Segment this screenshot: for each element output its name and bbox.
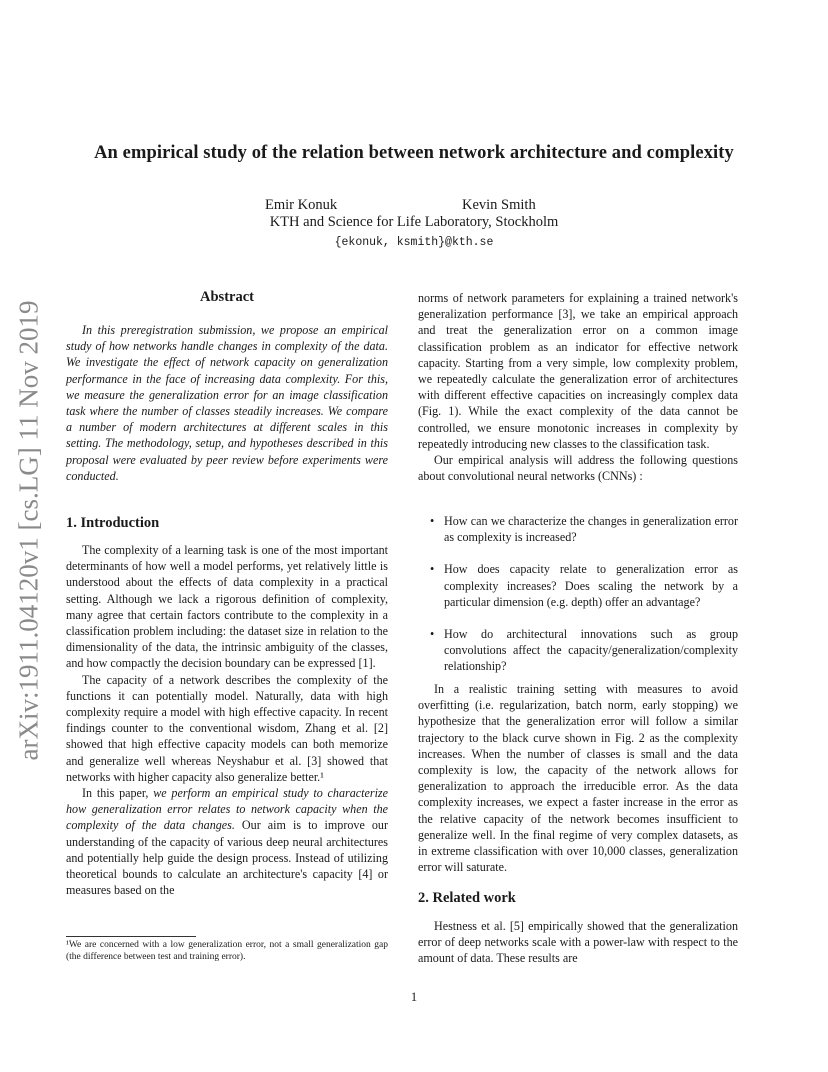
arxiv-sidebar-stamp: [6, 280, 52, 780]
list-item: • How do architectural innovations such as group convolutions affect the capacity/generalization/complexity relationship?: [430, 627, 738, 674]
author-email: {ekonuk, ksmith}@kth.se: [334, 236, 494, 249]
related-work-heading: 2. Related work: [418, 890, 516, 906]
right-paragraph-1: norms of network parameters for explaining a trained network's generalization performance [3], we take an empirical approach and treat the generalization error on a common image classification problem as an indicator for effective network capacity. Starting from a very simple, low complexity problem, we repeatedly calculate the generalization error of architectures with different effective capacities on increasingly complex data (Fig. 1). While the exact complexity of the data cannot be controlled, we ensure monotonic increases in complexity by repeatedly introducing new classes to the classification task.: [418, 291, 738, 451]
bullet-text-1: How can we characterize the changes in generalization error as complexity is increased?: [444, 514, 738, 545]
bullet-text-3: How do architectural innovations such as group convolutions affect the capacity/generalization/complexity relationship?: [444, 627, 738, 674]
intro-body: [66, 542, 388, 898]
question-list: [418, 513, 738, 691]
footnote: ¹We are concerned with a low generalization error, not a small generalization gap (the difference between test and training error).: [66, 940, 388, 962]
list-item: • How does capacity relate to generalization error as complexity increases? Does scaling the network by a particular dimension (e.g. depth) offer an advantage?: [430, 562, 738, 609]
hypothesis-body: [418, 681, 738, 875]
related-work-body: [418, 918, 738, 967]
intro-p3-start: In this paper,: [82, 786, 154, 801]
footnote-rule: [66, 936, 196, 937]
intro-paragraph-3: [66, 785, 388, 898]
intro-heading: 1. Introduction: [66, 515, 160, 531]
abstract-paragraph: In this preregistration submission, we propose an empirical study of how networks handle changes in complexity of the data. We investigate the effect of network capacity on generalization performance in the face of increasing data complexity. For this, we measure the generalization error for an image classification task where the number of classes steadily increases. We compare a number of modern architectures at different scales in this setting. The methodology, setup, and hypotheses described in this proposal were evaluated by peer review before experiments were conducted.: [66, 323, 388, 483]
author-2: Kevin Smith: [462, 197, 536, 213]
author-1: Emir Konuk: [265, 197, 338, 213]
related-work-paragraph: Hestness et al. [5] empirically showed that the generalization error of deep networks scale with a power-law with respect to the amount of data. These results are: [418, 919, 738, 966]
intro-paragraph-2: The capacity of a network describes the complexity of the functions it can potentially model. Naturally, data with high complexity require a model with high effective capacity. In recent findings counter to the conventional wisdom, Zhang et al. [2] showed that high effective capacity models can both memorize and generalize well whereas Neyshabur et al. [3] showed that networks with higher capacity also generalize better.¹: [66, 672, 388, 784]
right-paragraph-3: In a realistic training setting with measures to avoid overfitting (i.e. regularization, batch norm, early stopping) we hypothesize that the generalization error will follow a similar trajectory to the black curve shown in Fig. 2 as the complexity increases. When the number of classes is small and the data complexity is low, the capacity of the network allows for generalization to approach the irreducible error. As the data complexity increases, we expect a faster increase in the error as the relative capacity of the network becomes insufficient to generalize well. In the final regime of very complex datasets, as in extreme classification with over 10,000 classes, generalization error will saturate.: [418, 682, 738, 875]
intro-p3-end: Our aim is to improve our understanding of the capacity of various deep neural architectures and potentially help guide the design process. Instead of utilizing theoretical bounds to calculate an architecture's capacity [4] or measures based on the: [66, 818, 388, 898]
intro-paragraph-1: The complexity of a learning task is one of the most important determinants of how well a model performs, yet relatively little is understood about the effects of data complexity in a practical setting. Although we lack a rigorous definition of complexity, many agree that certain factors contribute to the complexity in a classification problem including: the dataset size in relation to the dimensionality of the data, the intrinsic ambiguity of the classes, and how compactly the decision boundary can be expressed [1].: [66, 543, 388, 671]
abstract-body: [66, 322, 388, 484]
list-item: • How can we characterize the changes in generalization error as complexity is increased?: [430, 514, 738, 545]
abstract-heading: Abstract: [200, 289, 254, 305]
right-paragraph-2: Our empirical analysis will address the following questions about convolutional neural networks (CNNs) :: [418, 453, 738, 484]
right-column-top: [418, 290, 738, 484]
affiliation: KTH and Science for Life Laboratory, Stockholm: [269, 214, 559, 230]
intro-p3-emphasis: we perform an empirical study to characterize how generalization error relates to network capacity when the complexity of the data changes.: [66, 786, 388, 833]
page-number: 1: [410, 990, 418, 1004]
arxiv-id: arXiv:1911.04120v1 [cs.LG] 11 Nov 2019: [13, 300, 44, 760]
paper-title: An empirical study of the relation between network architecture and complexity: [94, 143, 734, 163]
bullet-text-2: How does capacity relate to generalization error as complexity increases? Does scaling the network by a particular dimension (e.g. depth) offer an advantage?: [444, 562, 738, 609]
